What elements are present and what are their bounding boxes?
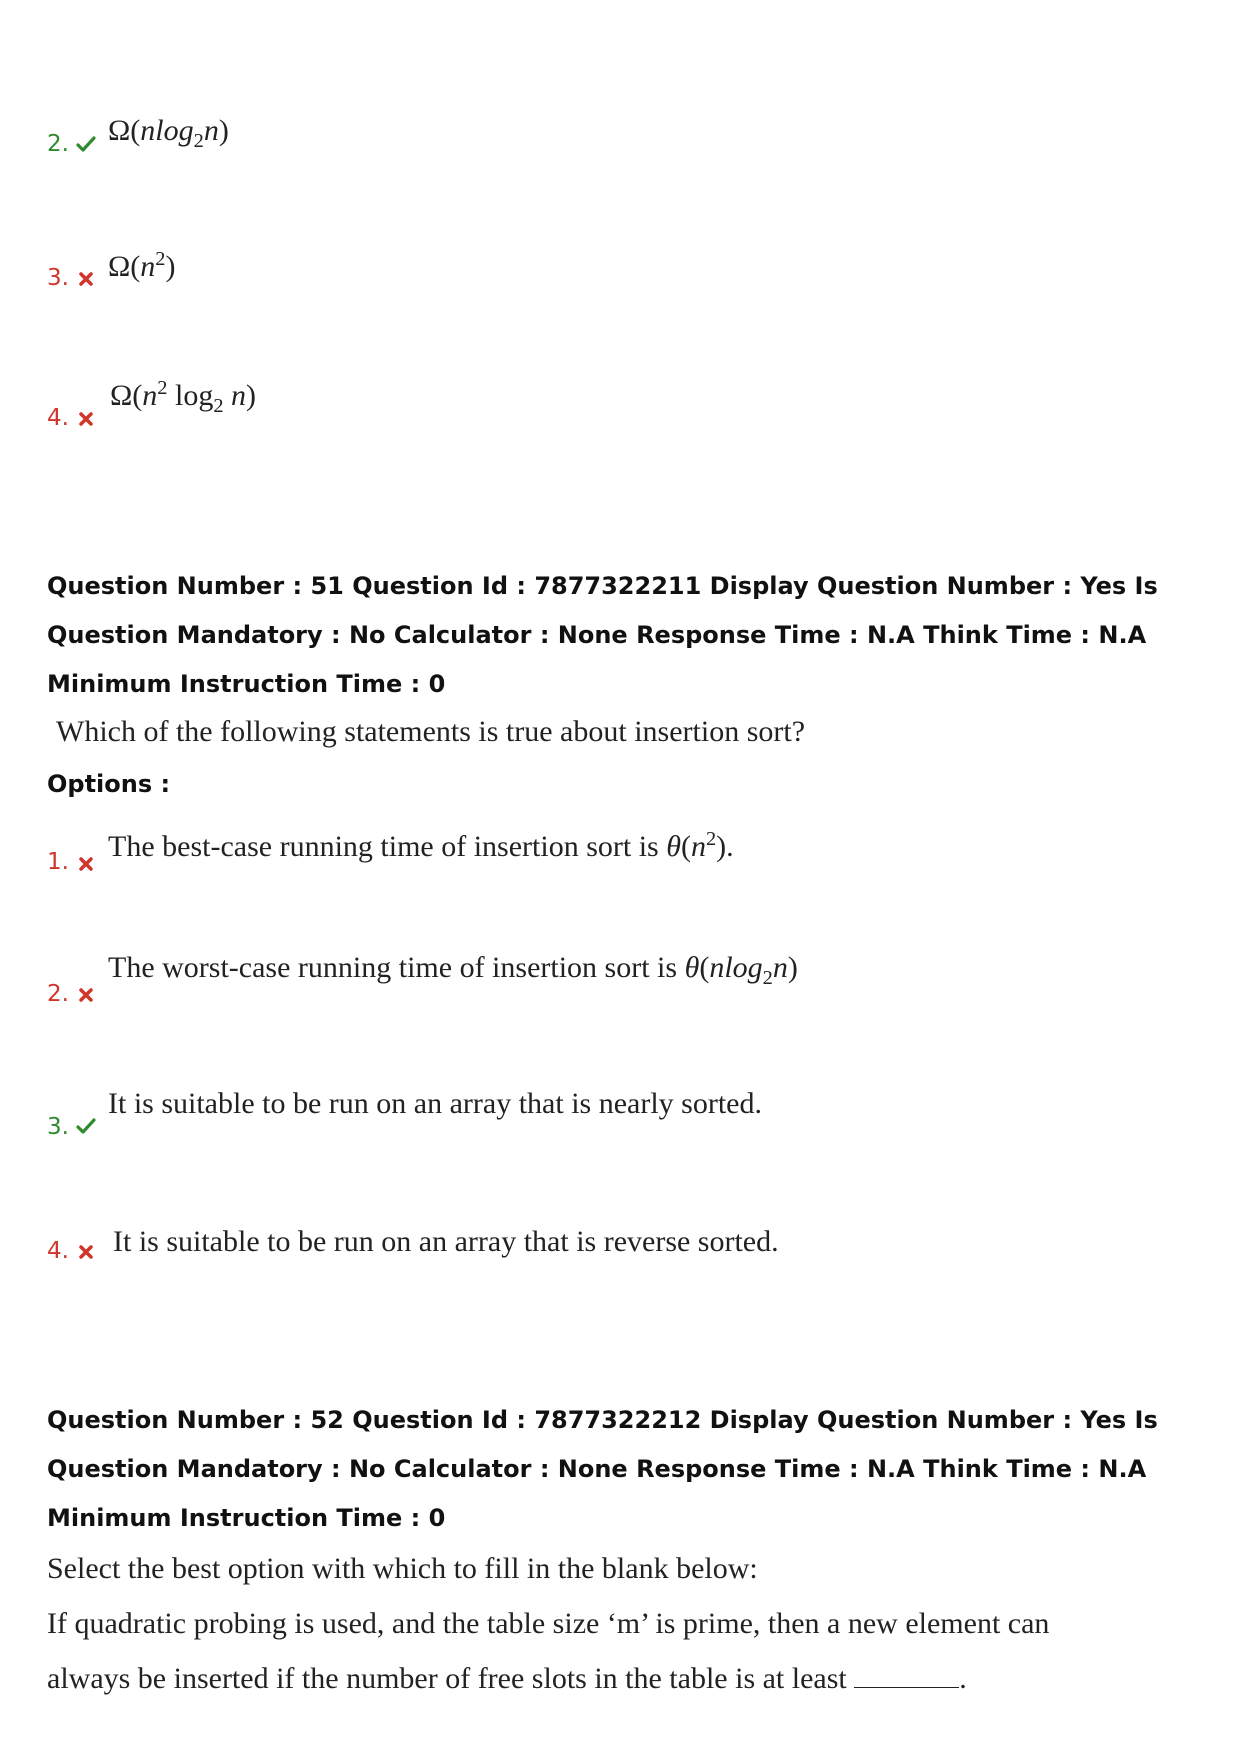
question-51-meta: Question Number : 51 Question Id : 7877322211 Display Question Number : Yes Is Question Mandatory : No Calculator : None Response Time : N.A Think Time : N.A Minimum Instruction Time : 0 — [47, 572, 1158, 698]
option-math: $\Omega(n^2)$ — [108, 248, 176, 283]
option-text: It is suitable to be run on an array that is nearly sorted. — [108, 1087, 762, 1120]
question-52-line-1: Select the best option with which to fill in the blank below: — [47, 1552, 758, 1585]
option-math: $\Omega(n^2$ $\log_2 n$) — [110, 377, 257, 417]
cross-icon — [76, 410, 96, 428]
option-number: 1. — [47, 849, 69, 875]
question-52-line-2: If quadratic probing is used, and the table size ‘m’ is prime, then a new element can — [47, 1607, 1050, 1640]
option-text: The worst-case running time of insertion sort is θ(nlog$_2$n) — [108, 951, 798, 989]
option-text: The best-case running time of insertion sort is $\theta(n^2)$. — [108, 828, 734, 863]
option-number: 4. — [47, 405, 69, 431]
option-number: 2. — [47, 981, 69, 1007]
cross-icon — [76, 986, 96, 1004]
check-icon — [76, 1117, 96, 1135]
option-text: It is suitable to be run on an array that is reverse sorted. — [113, 1225, 779, 1258]
question-52-meta: Question Number : 52 Question Id : 7877322212 Display Question Number : Yes Is Question Mandatory : No Calculator : None Response Time : N.A Think Time : N.A Minimum Instruction Time : 0 — [47, 1406, 1158, 1532]
check-icon — [76, 135, 96, 153]
option-number: 3. — [47, 265, 69, 291]
option-math: Ω(nlog$_2$n) — [108, 114, 229, 152]
fill-in-blank — [854, 1665, 959, 1688]
option-number: 2. — [47, 131, 69, 157]
cross-icon — [76, 855, 96, 873]
question-51-text: Which of the following statements is true about insertion sort? — [56, 715, 806, 748]
question-52-line-3: always be inserted if the number of free slots in the table is at least . — [47, 1662, 967, 1695]
options-label: Options : — [47, 770, 171, 798]
cross-icon — [76, 1243, 96, 1261]
cross-icon — [76, 270, 96, 288]
option-number: 4. — [47, 1238, 69, 1264]
option-number: 3. — [47, 1114, 69, 1140]
